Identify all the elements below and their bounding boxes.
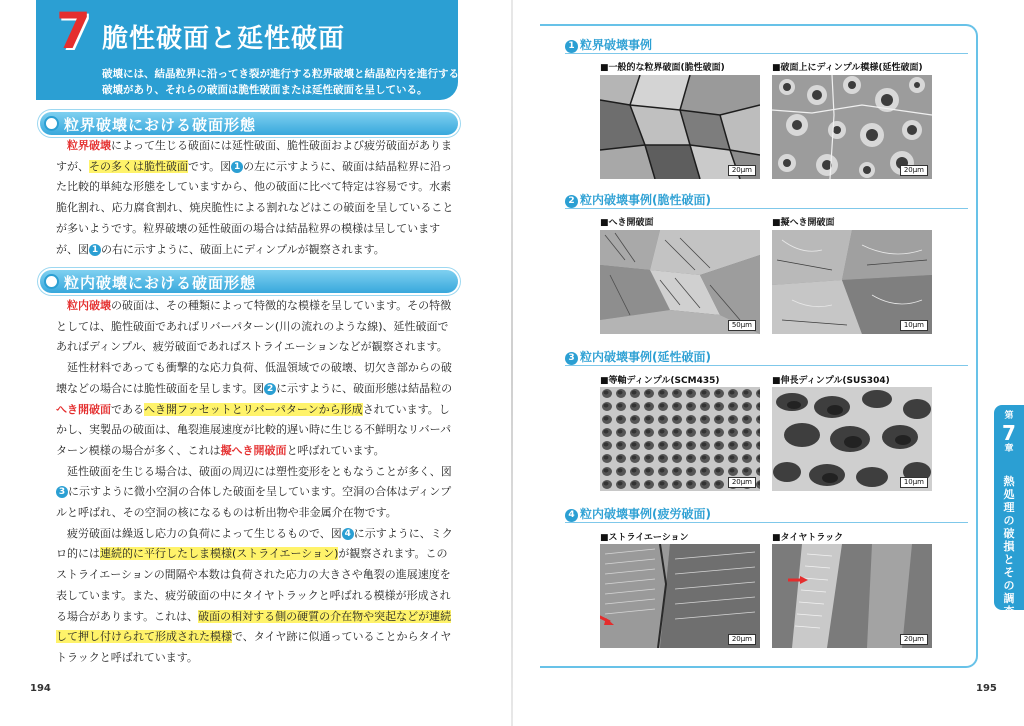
figure-ref-badge: 4 bbox=[342, 528, 354, 540]
case-rule bbox=[565, 208, 968, 209]
figure-ref-badge: 2 bbox=[264, 383, 276, 395]
case-title-3 bbox=[565, 348, 711, 365]
chapter-label bbox=[994, 411, 1024, 455]
page-number-left: 194 bbox=[30, 683, 51, 694]
case-title-text: 粒界破壊事例 bbox=[580, 38, 653, 52]
section-number: 7 bbox=[56, 2, 91, 60]
term-quasi-cleavage: 擬へき開破面 bbox=[220, 443, 287, 457]
scale-bar: 50μm bbox=[728, 320, 756, 331]
text: によって生じる破面には延性破面、脆性破面および疲労破面がありますが、 bbox=[56, 139, 452, 173]
text: と呼ばれています。 bbox=[286, 443, 385, 457]
text: の左に示すように、破面は結晶粒界に沿った比較的単純な形態をしていますから、他の破面に比べて特定は容易です。水素脆化割れ、応力腐食割れ、焼戻脆性による割れなどはこの破面を呈していることが多いようです。粒界破壊の延性破面の場合は結晶粒界の模様は呈していますが、図 bbox=[56, 159, 454, 256]
case-title-text: 粒内破壊事例(疲労破面) bbox=[580, 507, 711, 521]
chapter-header bbox=[36, 0, 480, 100]
highlight-text: 連続的に平行したしま模様(ストライエーション) bbox=[100, 547, 339, 561]
sem-photo-equiaxed-dimple bbox=[600, 387, 760, 491]
sem-photo-intergranular-brittle bbox=[600, 75, 760, 179]
text: 延性材料であっても衝撃的な応力負荷、低温領域での破壊、切欠き部からの破壊などの場合には脆性破面を呈します。図 bbox=[56, 361, 452, 395]
paragraph-transgranular bbox=[56, 296, 458, 669]
figure-ref-badge: 1 bbox=[89, 244, 101, 256]
sem-photo-elongated-dimple bbox=[772, 387, 932, 491]
case-number-badge: 3 bbox=[565, 352, 578, 365]
photo-caption: ■擬へき開破面 bbox=[772, 218, 835, 228]
scale-bar: 20μm bbox=[728, 634, 756, 645]
scale-bar: 20μm bbox=[900, 634, 928, 645]
photo-caption: ■タイヤトラック bbox=[772, 533, 844, 543]
text: が観察されます。このストライエーションの間隔や本数は負荷された応力の大きさや亀裂の進展速度を表しています。また、疲労破面の中にタイヤトラックと呼ばれる模様が形成される場合があります。これは、 bbox=[56, 547, 451, 623]
bullet-icon bbox=[44, 274, 59, 289]
section-heading-label: 粒内破壊における破面形態 bbox=[64, 274, 257, 292]
scale-bar: 20μm bbox=[900, 165, 928, 176]
page-title: 脆性破面と延性破面 bbox=[102, 24, 346, 54]
term-intergranular: 粒界破壊 bbox=[67, 139, 111, 152]
chapter-tab bbox=[994, 405, 1024, 631]
text: である bbox=[111, 402, 144, 416]
sem-photo-intergranular-ductile bbox=[772, 75, 932, 179]
chapter-suffix: 章 bbox=[1004, 444, 1014, 454]
text: に示すように、ミクロ的には bbox=[56, 526, 453, 561]
scale-bar: 10μm bbox=[900, 477, 928, 488]
page-number-right: 195 bbox=[976, 683, 997, 694]
case-title-1 bbox=[565, 36, 652, 53]
photo-caption: ■一般的な粒界破面(脆性破面) bbox=[600, 63, 725, 73]
term-transgranular: 粒内破壊 bbox=[67, 299, 111, 312]
case-title-4 bbox=[565, 505, 711, 522]
sem-photo-cleavage bbox=[600, 230, 760, 334]
sem-photo-tire-track bbox=[772, 544, 932, 648]
page-gutter bbox=[511, 0, 513, 726]
text: です。図 bbox=[188, 159, 232, 173]
section-heading-transgranular bbox=[40, 270, 458, 293]
bullet-icon bbox=[44, 116, 59, 131]
term-cleavage: へき開破面 bbox=[56, 402, 111, 416]
text: の右に示すように、破面上にディンプルが観察されます。 bbox=[101, 242, 385, 256]
text: 疲労破面は繰返し応力の負荷によって生じるもので、図 bbox=[67, 526, 342, 540]
lead-text: 破壊には、結晶粒界に沿ってき裂が進行する粒界破壊と結晶粒内を進行する粒内破壊があり、それらの破面は脆性破面または延性破面を呈している。 bbox=[102, 68, 480, 96]
chapter-prefix: 第 bbox=[1004, 411, 1014, 421]
sem-photo-quasi-cleavage bbox=[772, 230, 932, 334]
highlight-text: 破面の相対する側の硬質の介在物や突起などが連続して押し付けられて形成された模様 bbox=[56, 609, 452, 644]
highlight-text: その多くは脆性破面 bbox=[89, 159, 188, 173]
figure-ref-badge: 1 bbox=[231, 161, 243, 173]
text: されています。しかし、実製品の破面は、亀裂進展速度が比較的遅い時に生じる不鮮明なリバーパターン模様の場合が多く、これは bbox=[56, 402, 452, 457]
scale-bar: 10μm bbox=[900, 320, 928, 331]
case-number-badge: 2 bbox=[565, 195, 578, 208]
photo-caption: ■伸長ディンプル(SUS304) bbox=[772, 376, 890, 386]
case-title-text: 粒内破壊事例(延性破面) bbox=[580, 350, 711, 364]
text: に示すように微小空洞の合体した破面を呈しています。空洞の合体はディンプルと呼ばれ、その空洞の核になるものは析出物や非金属介在物です。 bbox=[56, 485, 452, 520]
case-rule bbox=[565, 522, 968, 523]
text: の破面は、その種類によって特徴的な模様を呈しています。その特徴としては、脆性破面であればリバーパターン(川の流れのような線)、延性破面であればディンプル、疲労破面であればストライエーションなどが観察されます。 bbox=[56, 299, 452, 354]
scale-bar: 20μm bbox=[728, 165, 756, 176]
case-rule bbox=[565, 53, 968, 54]
photo-caption: ■ストライエーション bbox=[600, 533, 689, 543]
photo-caption: ■へき開破面 bbox=[600, 218, 654, 228]
case-title-text: 粒内破壊事例(脆性破面) bbox=[580, 193, 711, 207]
scale-bar: 20μm bbox=[728, 477, 756, 488]
text: に示すように、破面形態は結晶粒の bbox=[276, 381, 453, 395]
text: 延性破面を生じる場合は、破面の周辺には塑性変形をともなうことが多く、図 bbox=[67, 464, 452, 478]
paragraph-intergranular bbox=[56, 136, 458, 260]
case-title-2 bbox=[565, 191, 711, 208]
highlight-text: へき開ファセットとリバーパターンから形成 bbox=[144, 402, 363, 416]
chapter-number: 7 bbox=[1002, 421, 1016, 445]
chapter-title: 熱処理の破損とその調査法 bbox=[1003, 475, 1015, 631]
section-heading-label: 粒界破壊における破面形態 bbox=[64, 116, 257, 134]
text: で、タイヤ跡に似通っていることからタイヤトラックと呼ばれています。 bbox=[56, 630, 452, 664]
photo-caption: ■破面上にディンプル模様(延性破面) bbox=[772, 63, 923, 73]
figure-ref-badge: 3 bbox=[56, 486, 68, 498]
case-number-badge: 4 bbox=[565, 509, 578, 522]
sem-photo-striation bbox=[600, 544, 760, 648]
case-rule bbox=[565, 365, 968, 366]
case-number-badge: 1 bbox=[565, 40, 578, 53]
photo-caption: ■等軸ディンプル(SCM435) bbox=[600, 376, 720, 386]
section-heading-intergranular bbox=[40, 112, 458, 135]
